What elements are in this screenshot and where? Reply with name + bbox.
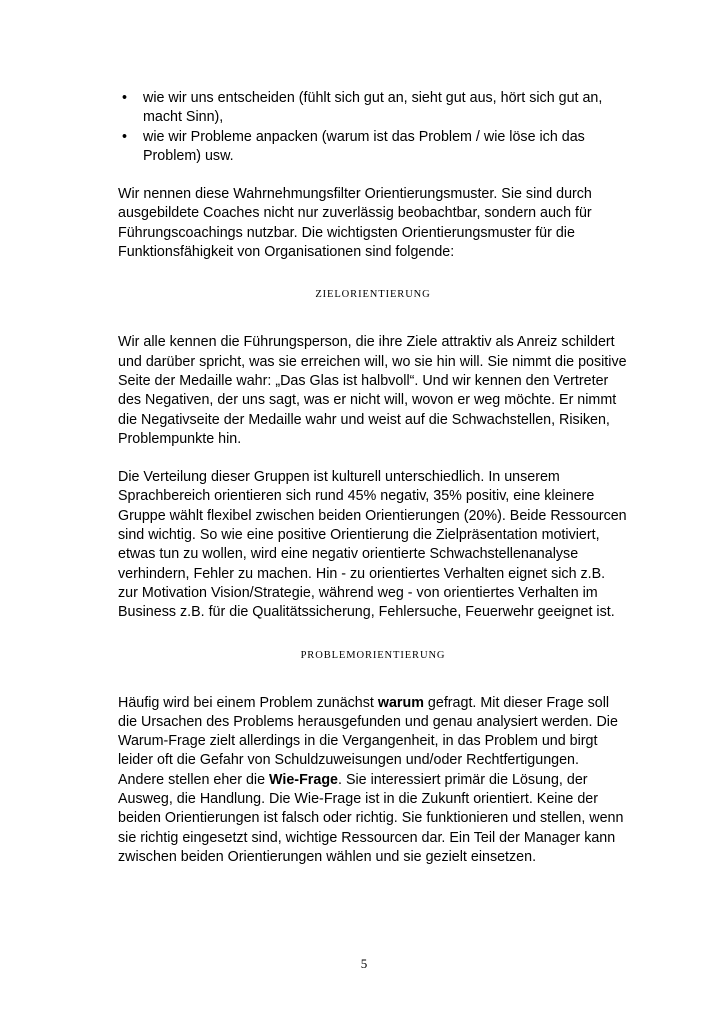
intro-paragraph: Wir nennen diese Wahrnehmungsfilter Orientierungsmuster. Sie sind durch ausgebildete Coaches nicht nur zuverlässig beobachtbar, sondern auch für Führungscoachings nutzbar. Die wichtigsten Orientierungsmuster für die Funktionsfähigkeit von Organisationen sind folgende: bbox=[118, 186, 592, 261]
bullet-list bbox=[118, 89, 628, 166]
section-heading-zielorientierung: ZIELORIENTIERUNG bbox=[315, 289, 431, 301]
bold-term-wie-frage: Wie-Frage bbox=[269, 771, 339, 788]
zielorientierung-paragraph-2: Die Verteilung dieser Gruppen ist kulturell unterschiedlich. In unserem Sprachbereich orientieren sich rund 45% negativ, 35% positiv, eine kleinere Gruppe wählt flexibel zwischen beiden Orientierungen (20%). Beide Ressourcen sind wichtig. So wie eine positive Orientierung die Zielpräsentation motiviert, etwas tun zu wollen, wird eine negativ orientierte Schwachstellenanalyse verhindern, Fehler zu machen. Hin - zu orientiertes Verhalten eignet sich z.B. zur Motivation Vision/Strategie, während weg - von orientiertes Verhalten im Business z.B. für die Qualitätssicherung, Fehlersuche, Feuerwehr geeignet ist. bbox=[118, 469, 627, 621]
section-heading-problemorientierung: PROBLEMORIENTIERUNG bbox=[300, 649, 446, 661]
bullet-text: wie wir Probleme anpacken (warum ist das Problem / wie löse ich das Problem) usw. bbox=[143, 128, 585, 164]
bullet-icon: • bbox=[122, 128, 128, 145]
page-number: 5 bbox=[360, 956, 368, 971]
text-run: Häufig wird bei einem Problem zunächst bbox=[118, 694, 378, 711]
list-item bbox=[118, 128, 628, 167]
list-item bbox=[118, 89, 628, 128]
text-run: . Sie interessiert primär die Lösung, der Ausweg, die Handlung. Die Wie-Frage ist in die Zukunft orientiert. Keine der beiden Orientierungen ist falsch oder richtig. Sie funktionieren und stellen, wenn sie richtig eingesetzt sind, wichtige Ressourcen dar. Ein Teil der Manager kann zwischen beiden Orientierungen wählen und sie gezielt einsetzen. bbox=[118, 771, 624, 865]
zielorientierung-paragraph-1: Wir alle kennen die Führungsperson, die ihre Ziele attraktiv als Anreiz schildert und darüber spricht, was sie erreichen will, wo sie hin will. Sie nimmt die positive Seite der Medaille wahr: „Das Glas ist halbvoll“. Und wir kennen den Vertreter des Negativen, der uns sagt, was er nicht will, wovon er weg möchte. Er nimmt die Negativseite der Medaille wahr und weist auf die Schwachstellen, Risiken, Problempunkte hin. bbox=[118, 334, 627, 447]
text-run: gefragt. Mit dieser Frage soll die Ursachen des Problems herausgefunden und genau analysiert werden. Die Warum-Frage zielt allerdings in die Vergangenheit, in das Problem und birgt leider oft die Gefahr von Schuldzuweisungen und/oder Rechtfertigungen. Andere stellen eher die bbox=[118, 694, 618, 788]
document-page bbox=[118, 89, 628, 867]
bullet-icon: • bbox=[122, 90, 128, 106]
bullet-text: wie wir uns entscheiden (fühlt sich gut an, sieht gut aus, hört sich gut an, macht Sinn), bbox=[143, 90, 603, 126]
bold-term-warum: warum bbox=[377, 694, 424, 711]
problemorientierung-paragraph bbox=[118, 694, 628, 868]
